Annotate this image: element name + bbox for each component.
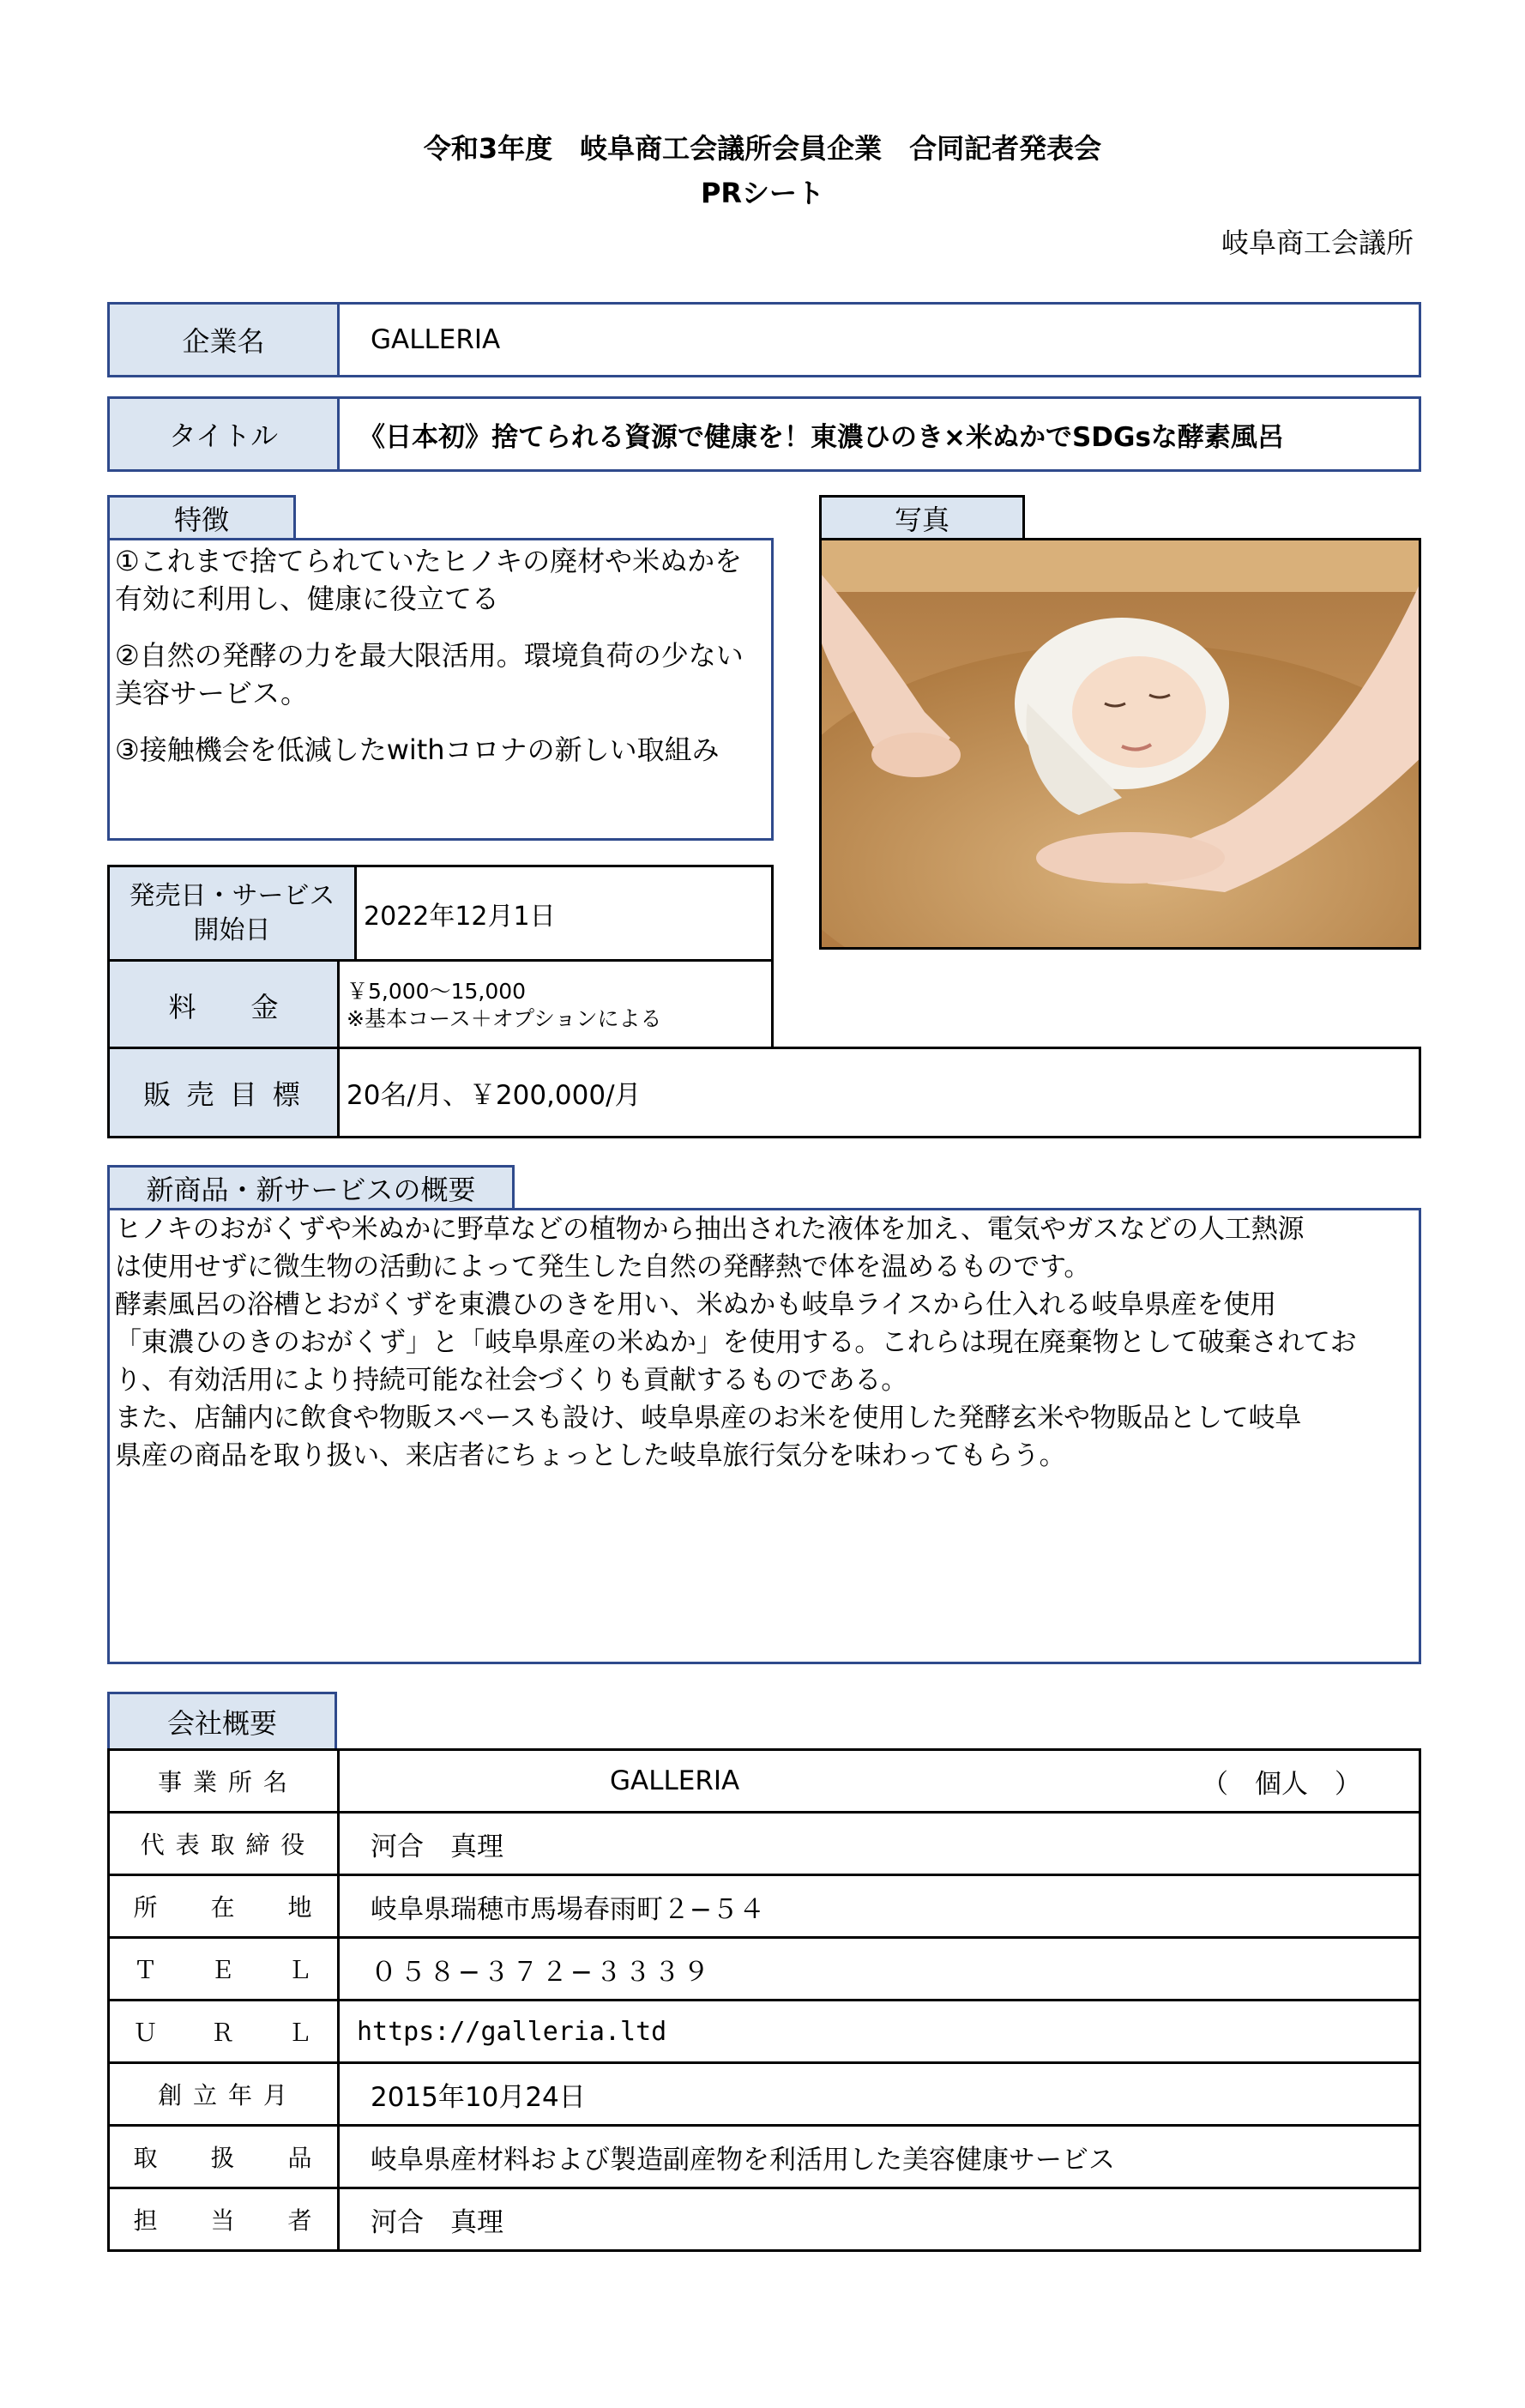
profile-label: 創 立 年 月 (110, 2064, 340, 2124)
title-label: タイトル (110, 399, 340, 469)
overview-line: ヒノキのおがくずや米ぬかに野草などの植物から抽出された液体を加え、電気やガスなどの人工熱源 (115, 1214, 1305, 1245)
profile-row-url (110, 2001, 1419, 2064)
company-profile-table (107, 1748, 1421, 2252)
profile-value: 岐阜県瑞穂市馬場春雨町２−５４ (371, 1893, 765, 1925)
profile-row-contact (110, 2189, 1419, 2249)
profile-url-link[interactable]: https://galleria.ltd (357, 2016, 667, 2047)
office-name-value: GALLERIA (610, 1765, 740, 1796)
profile-label: 所 在 地 (110, 1876, 340, 1936)
title-value: 《日本初》捨てられる資源で健康を！東濃ひのき×米ぬかでSDGsな酵素風呂 (359, 421, 1284, 453)
title-row (107, 396, 1421, 472)
photo-tab: 写真 (819, 495, 1025, 538)
profile-value: 河合 真理 (371, 1831, 503, 1862)
feature-item: ③接触機会を低減したwithコロナの新しい取組み (115, 733, 720, 766)
profile-value: 岐阜県産材料および製造副産物を利活用した美容健康サービス (371, 2144, 1115, 2176)
profile-label: 事 業 所 名 (110, 1751, 340, 1811)
profile-label: 取 扱 品 (110, 2127, 340, 2187)
release-date-label: 発売日・サービス開始日 (110, 867, 357, 959)
company-name-label: 企業名 (110, 305, 340, 375)
photo-image (819, 538, 1421, 950)
profile-label: 担 当 者 (110, 2189, 340, 2249)
profile-row-address (110, 1876, 1419, 1939)
office-type-note: （ 個人 ） (1202, 1768, 1361, 1800)
organizer-name: 岐阜商工会議所 (1221, 226, 1413, 259)
features-box (107, 538, 774, 841)
company-name-row (107, 302, 1421, 377)
overview-line: 県産の商品を取り扱い、来店者にちょっとした岐阜旅行気分を味わってもらう。 (115, 1440, 1066, 1471)
company-name-value: GALLERIA (371, 324, 501, 355)
profile-row-representative (110, 1814, 1419, 1876)
price-row (110, 962, 771, 1049)
overview-line: また、店舗内に飲食や物販スペースも設け、岐阜県産のお米を使用した発酵玄米や物販品として岐阜 (115, 1403, 1302, 1433)
overview-line: 「東濃ひのきのおがくず」と「岐阜県産の米ぬか」を使用する。これらは現在廃棄物として破棄されてお (115, 1327, 1357, 1358)
sales-info-table (107, 865, 774, 1049)
price-range: ￥5,000～15,000 (347, 979, 527, 1004)
enzyme-bath-photo (822, 540, 1421, 950)
document-title: 令和3年度 岐阜商工会議所会員企業 合同記者発表会 (423, 132, 1102, 165)
profile-row-tel (110, 1939, 1419, 2001)
company-profile-tab: 会社概要 (107, 1692, 337, 1748)
sales-target-value: 20名/月、￥200,000/月 (347, 1080, 642, 1111)
release-date-row (110, 867, 771, 962)
document-subtitle: PRシート (700, 177, 825, 209)
overview-tab: 新商品・新サービスの概要 (107, 1165, 515, 1208)
profile-row-products (110, 2127, 1419, 2189)
profile-value: 河合 真理 (371, 2206, 503, 2238)
price-value (340, 962, 771, 1049)
feature-item: ②自然の発酵の力を最大限活用。環境負荷の少ない美容サービス。 (115, 639, 744, 709)
overview-line: り、有効活用により持続可能な社会づくりも貢献するものである。 (115, 1365, 907, 1396)
overview-line: は使用せずに微生物の活動によって発生した自然の発酵熱で体を温めるものです。 (115, 1252, 1091, 1282)
sales-target-label: 販 売 目 標 (110, 1049, 340, 1136)
price-label: 料 金 (110, 962, 340, 1049)
profile-value: 2015年10月24日 (371, 2081, 586, 2113)
sales-target-row (107, 1047, 1421, 1138)
profile-value: ０５８−３７２−３３３９ (371, 1956, 712, 1988)
profile-label: Ｕ Ｒ Ｌ (110, 2001, 340, 2061)
price-note: ※基本コース＋オプションによる (347, 1006, 662, 1031)
profile-label: 代 表 取 締 役 (110, 1814, 340, 1874)
feature-item: ①これまで捨てられていたヒノキの廃材や米ぬかを有効に利用し、健康に役立てる (115, 545, 743, 615)
profile-label: Ｔ Ｅ Ｌ (110, 1939, 340, 1999)
overview-line: 酵素風呂の浴槽とおがくずを東濃ひのきを用い、米ぬかも岐阜ライスから仕入れる岐阜県産を使用 (115, 1289, 1276, 1320)
profile-row-office (110, 1751, 1419, 1814)
overview-box (107, 1208, 1421, 1664)
profile-row-founded (110, 2064, 1419, 2127)
features-tab: 特徴 (107, 495, 296, 538)
release-date-value: 2022年12月1日 (364, 901, 556, 932)
